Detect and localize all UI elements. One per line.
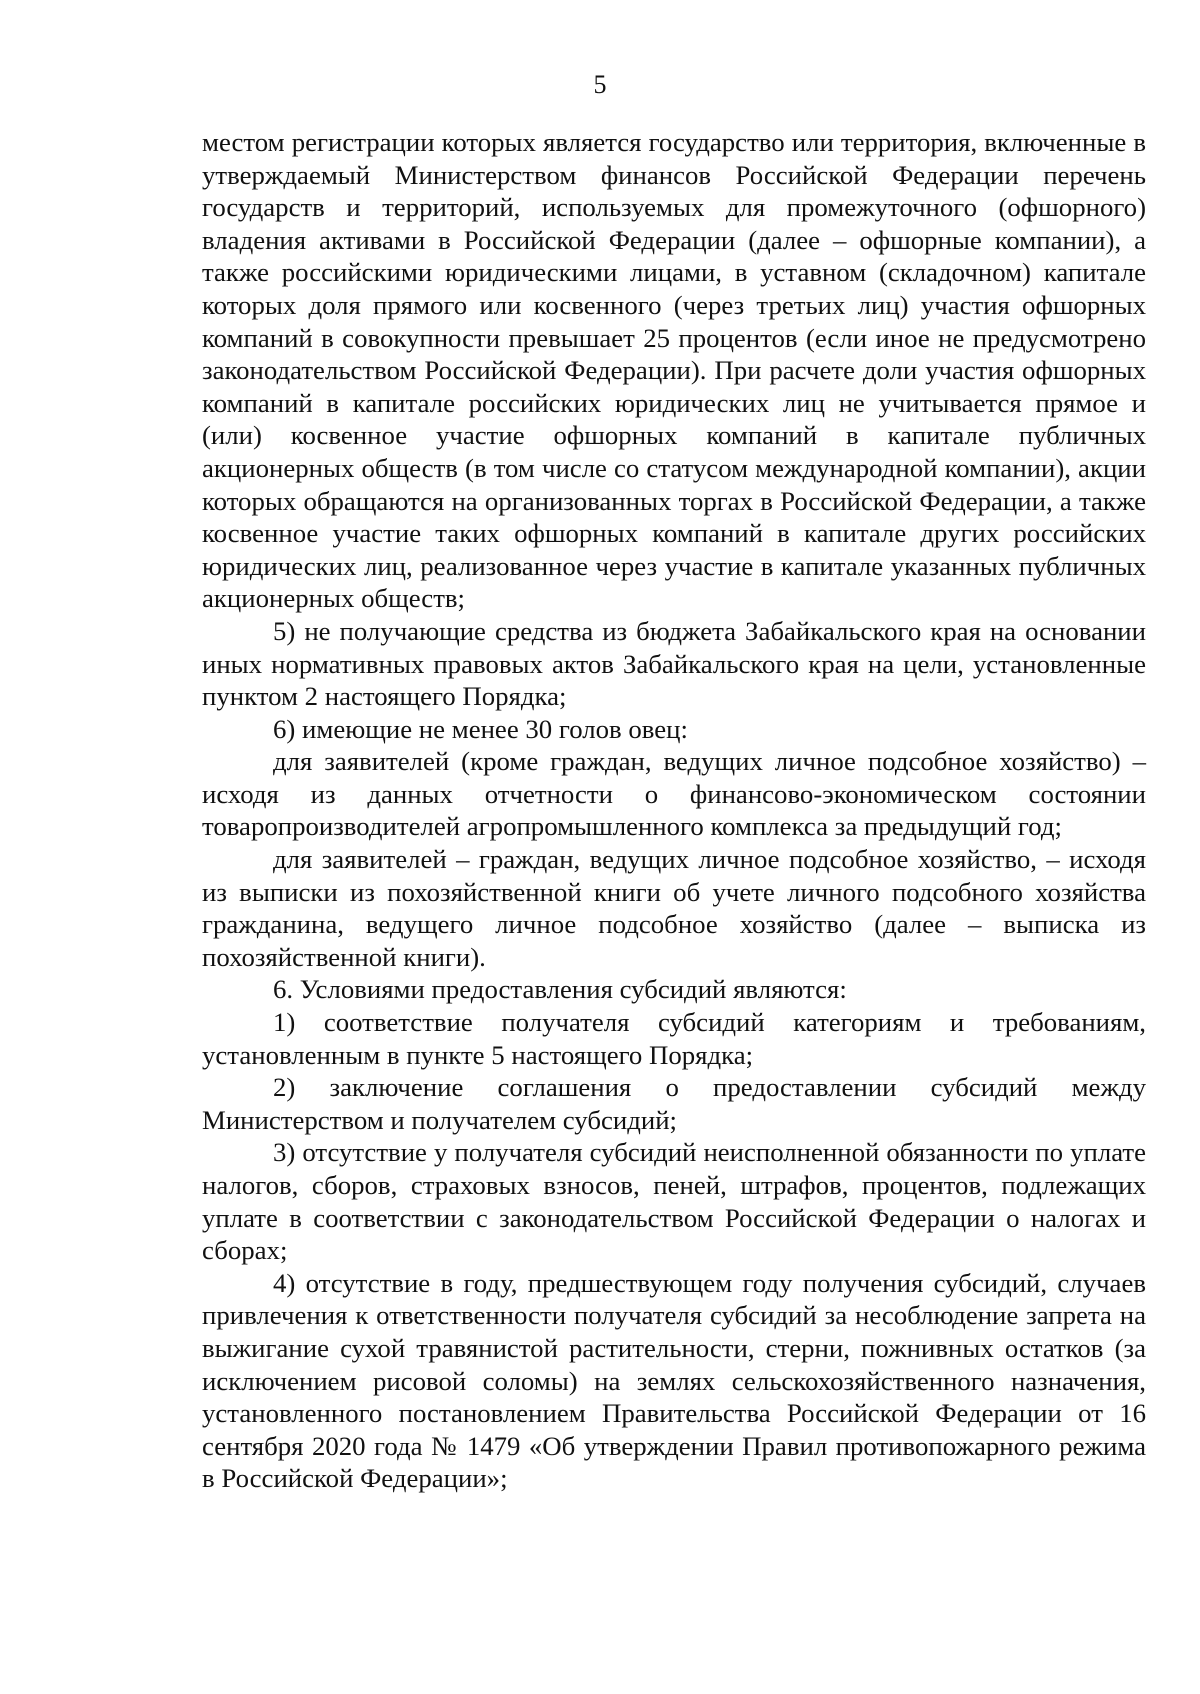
paragraph-2: 5) не получающие средства из бюджета Забайкальского края на основании иных нормативных правовых актов Забайкальского края на цели, установленные пунктом 2 настоящего Порядка; [202,615,1146,712]
paragraph-3: 6) имеющие не менее 30 голов овец: [273,713,688,744]
paragraph-10: 4) отсутствие в году, предшествующем году получения субсидий, случаев привлечения к ответственности получателя субсидий за несоблюдение запрета на выжигание сухой травянистой растительности, стерни, пожнивных остатков (за исключением рисовой соломы) на землях сельскохозяйственного назначения, установленного постановлением Правительства Российской Федерации от 16 сентября 2020 года № 1479 «Об утверждении Правил противопожарного режима в Российской Федерации»; [202,1267,1146,1494]
paragraph-6: 6. Условиями предоставления субсидий являются: [273,974,847,1005]
paragraph-4: для заявителей (кроме граждан, ведущих личное подсобное хозяйство) – исходя из данных отчетности о финансово-экономическом состоянии товаропроизводителей агропромышленного комплекса за предыдущий год; [202,746,1146,842]
paragraph-9: 3) отсутствие у получателя субсидий неисполненной обязанности по уплате налогов, сборов, страховых взносов, пеней, штрафов, процентов, подлежащих уплате в соответствии с законодательством Российской Федерации о налогах и сборах; [202,1137,1146,1266]
paragraph-8: 2) заключение соглашения о предоставлении субсидий между Министерством и получателем субсидий; [202,1072,1146,1135]
paragraph-5: для заявителей – граждан, ведущих личное подсобное хозяйство, – исходя из выписки из похозяйственной книги об учете личного подсобного хозяйства гражданина, ведущего личное подсобное хозяйство (далее – выписка из похозяйственной книги). [202,844,1146,972]
page-number: 5 [593,70,607,99]
paragraph-1: местом регистрации которых является государство или территория, включенные в утверждаемый Министерством финансов Российской Федерации перечень государств и территорий, используемых для промежуточного (офшорного) владения активами в Российской Федерации (далее – офшорные компании), а также российскими юридическими лицами, в уставном (складочном) капитале которых доля прямого или косвенного (через третьих лиц) участия офшорных компаний в совокупности превышает 25 процентов (если иное не предусмотрено законодательством Российской Федерации). При расчете доли участия офшорных компаний в капитале российских юридических лиц не учитывается прямое и (или) косвенное участие офшорных компаний в капитале публичных акционерных обществ (в том числе со статусом международной компании), акции которых обращаются на организованных торгах в Российской Федерации, а также косвенное участие таких офшорных компаний в капитале других российских юридических лиц, реализованное через участие в капитале указанных публичных акционерных обществ; [202,127,1146,614]
document-body [202,126,1146,1495]
paragraph-7: 1) соответствие получателя субсидий категориям и требованиям, установленным в пункте 5 настоящего Порядка; [202,1007,1146,1070]
